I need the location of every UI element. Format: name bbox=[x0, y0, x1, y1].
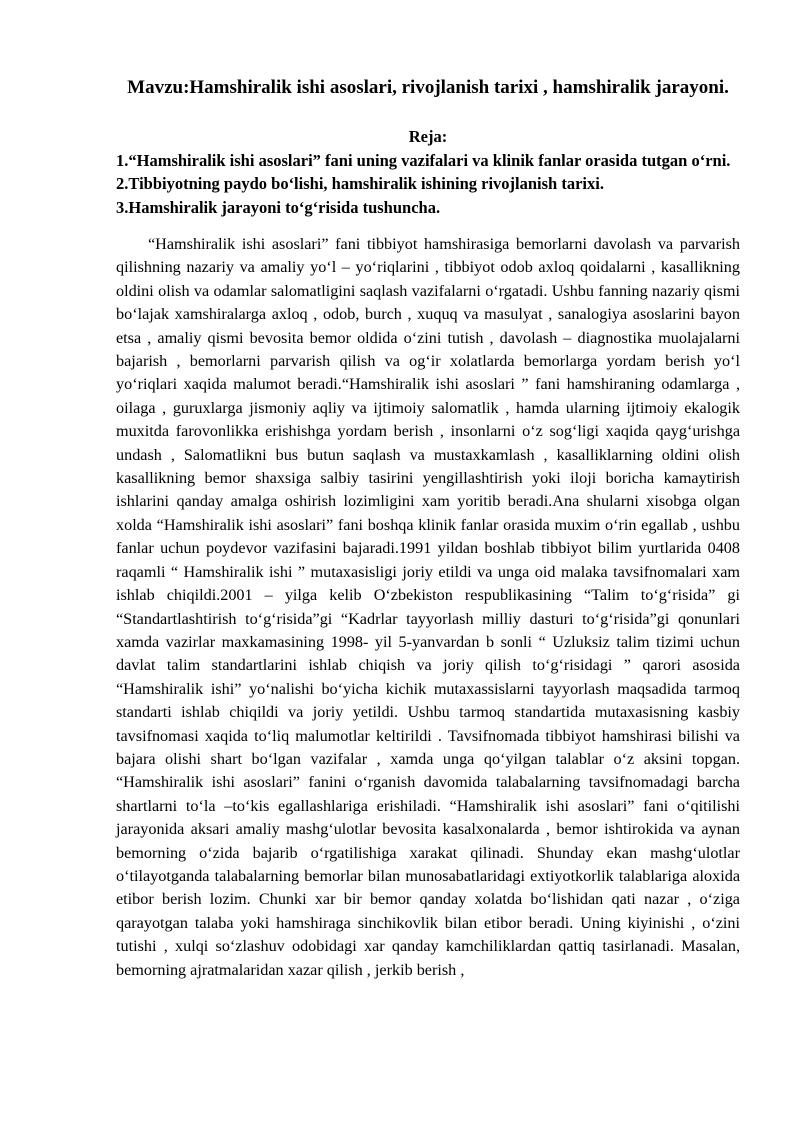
document-page bbox=[116, 74, 740, 998]
plan-item-3: 3.Hamshiralik jarayoni to‘g‘risida tushuncha. bbox=[116, 197, 441, 217]
document-title: Mavzu:Hamshiralik ishi asoslari, rivojlanish tarixi , hamshiralik jarayoni. bbox=[127, 77, 729, 98]
plan-item-2: 2.Tibbiyotning paydo bo‘lishi, hamshiralik ishining rivojlanish tarixi. bbox=[116, 174, 604, 193]
plan-section bbox=[116, 125, 740, 219]
body-paragraph: “Hamshiralik ishi asoslari” fani tibbiyot hamshirasiga bemorlarni davolash va parvarish qilishning nazariy va amaliy yo‘l – yo‘riqlarini , tibbiyot odob axloq qoidalarni , kasallikning oldini olish va odamlar salomatligini saqlash vazifalarni o‘rgatadi. Ushbu fanning nazariy qismi bo‘lajak xamshiralarga axloq , odob, burch , xuquq va masulyat , sanalogiya asoslarini bayon etsa , amaliy qismi bevosita bemor oldida o‘zini tutish , davolash – diagnostika muolajalarni bajarish , bemorlarni parvarish qilish va og‘ir xolatlarda bemorlarga yordam berish yo‘l yo‘riqlari xaqida malumot beradi.“Hamshiralik ishi asoslari ” fani hamshiraning odamlarga , oilaga , guruxlarga jismoniy aqliy va ijtimoiy salomatlik , hamda ularning ijtimoiy ekalogik muxitda farovonlikka erishishga yordam berish , insonlarni o‘z sog‘ligi xaqida qayg‘urishga undash , Salomatlikni bus butun saqlash va mustaxkamlash , kasalliklarning oldini olish kasallikning bemor shaxsiga salbiy tasirini yengillashtirish yoki iloji boricha kamaytirish ishlarini qanday amalga oshirish lozimligini xam yoritib beradi.Ana shularni xisobga olgan xolda “Hamshiralik ishi asoslari” fani boshqa klinik fanlar orasida muxim o‘rin egallab , ushbu fanlar uchun poydevor vazifasini bajaradi.1991 yildan boshlab tibbiyot bilim yurtlarida 0408 raqamli “ Hamshiralik ishi ” mutaxasisligi joriy etildi va unga oid malaka tavsifnomalari xam ishlab chiqildi.2001 – yilga kelib O‘zbekiston respublikasining “Talim to‘g‘risida” gi “Standartlashtirish to‘g‘risida”gi “Kadrlar tayyorlash milliy dasturi to‘g‘risida”gi qonunlari xamda vazirlar maxkamasining 1998- yil 5-yanvardan b sonli “ Uzluksiz talim tizimi uchun davlat talim standartlarini ishlab chiqish va joriy qilish to‘g‘risidagi ” qarori asosida “Hamshiralik ishi” yo‘nalishi bo‘yicha kichik mutaxassislarni tayyorlash maqsadida tarmoq standarti ishlab chiqildi va joriy yetildi. Ushbu tarmoq standartida mutaxasisning kasbiy tavsifnomasi xaqida to‘liq malumotlar keltirildi . Tavsifnomada tibbiyot hamshirasi bilishi va bajara olishi shart bo‘lgan vazifalar , xamda unga qo‘yilgan talablar o‘z aksini topgan. “Hamshiralik ishi asoslari” fanini o‘rganish davomida talabalarning tavsifnomadagi barcha shartlarni to‘la –to‘kis egallashlariga erishiladi. “Hamshiralik ishi asoslari” fani o‘qitilishi jarayonida aksari amaliy mashg‘ulotlar bevosita kasalxonalarda , bemor ishtirokida va aynan bemorning o‘zida bajarib o‘rgatilishiga xarakat qilinadi. Shunday ekan mashg‘ulotlar o‘tilayotganda talabalarning bemorlar bilan munosabatlaridagi extiyotkorlik talablariga aloxida etibor berish lozim. Chunki xar bir bemor qanday xolatda bo‘lishidan qati nazar , o‘ziga qarayotgan talaba yoki hamshiraga sinchikovlik bilan etibor beradi. Uning kiyinishi , o‘zini tutishi , xulqi so‘zlashuv odobidagi xar qanday kamchiliklardan qattiq tasirlanadi. Masalan, bemorning ajratmalaridan xazar qilish , jerkib berish , bbox=[116, 235, 740, 979]
plan-heading: Reja: bbox=[408, 127, 448, 146]
plan-item-1: 1.“Hamshiralik ishi asoslari” fani uning vazifalari va klinik fanlar orasida tutgan o‘rni. bbox=[116, 150, 731, 170]
